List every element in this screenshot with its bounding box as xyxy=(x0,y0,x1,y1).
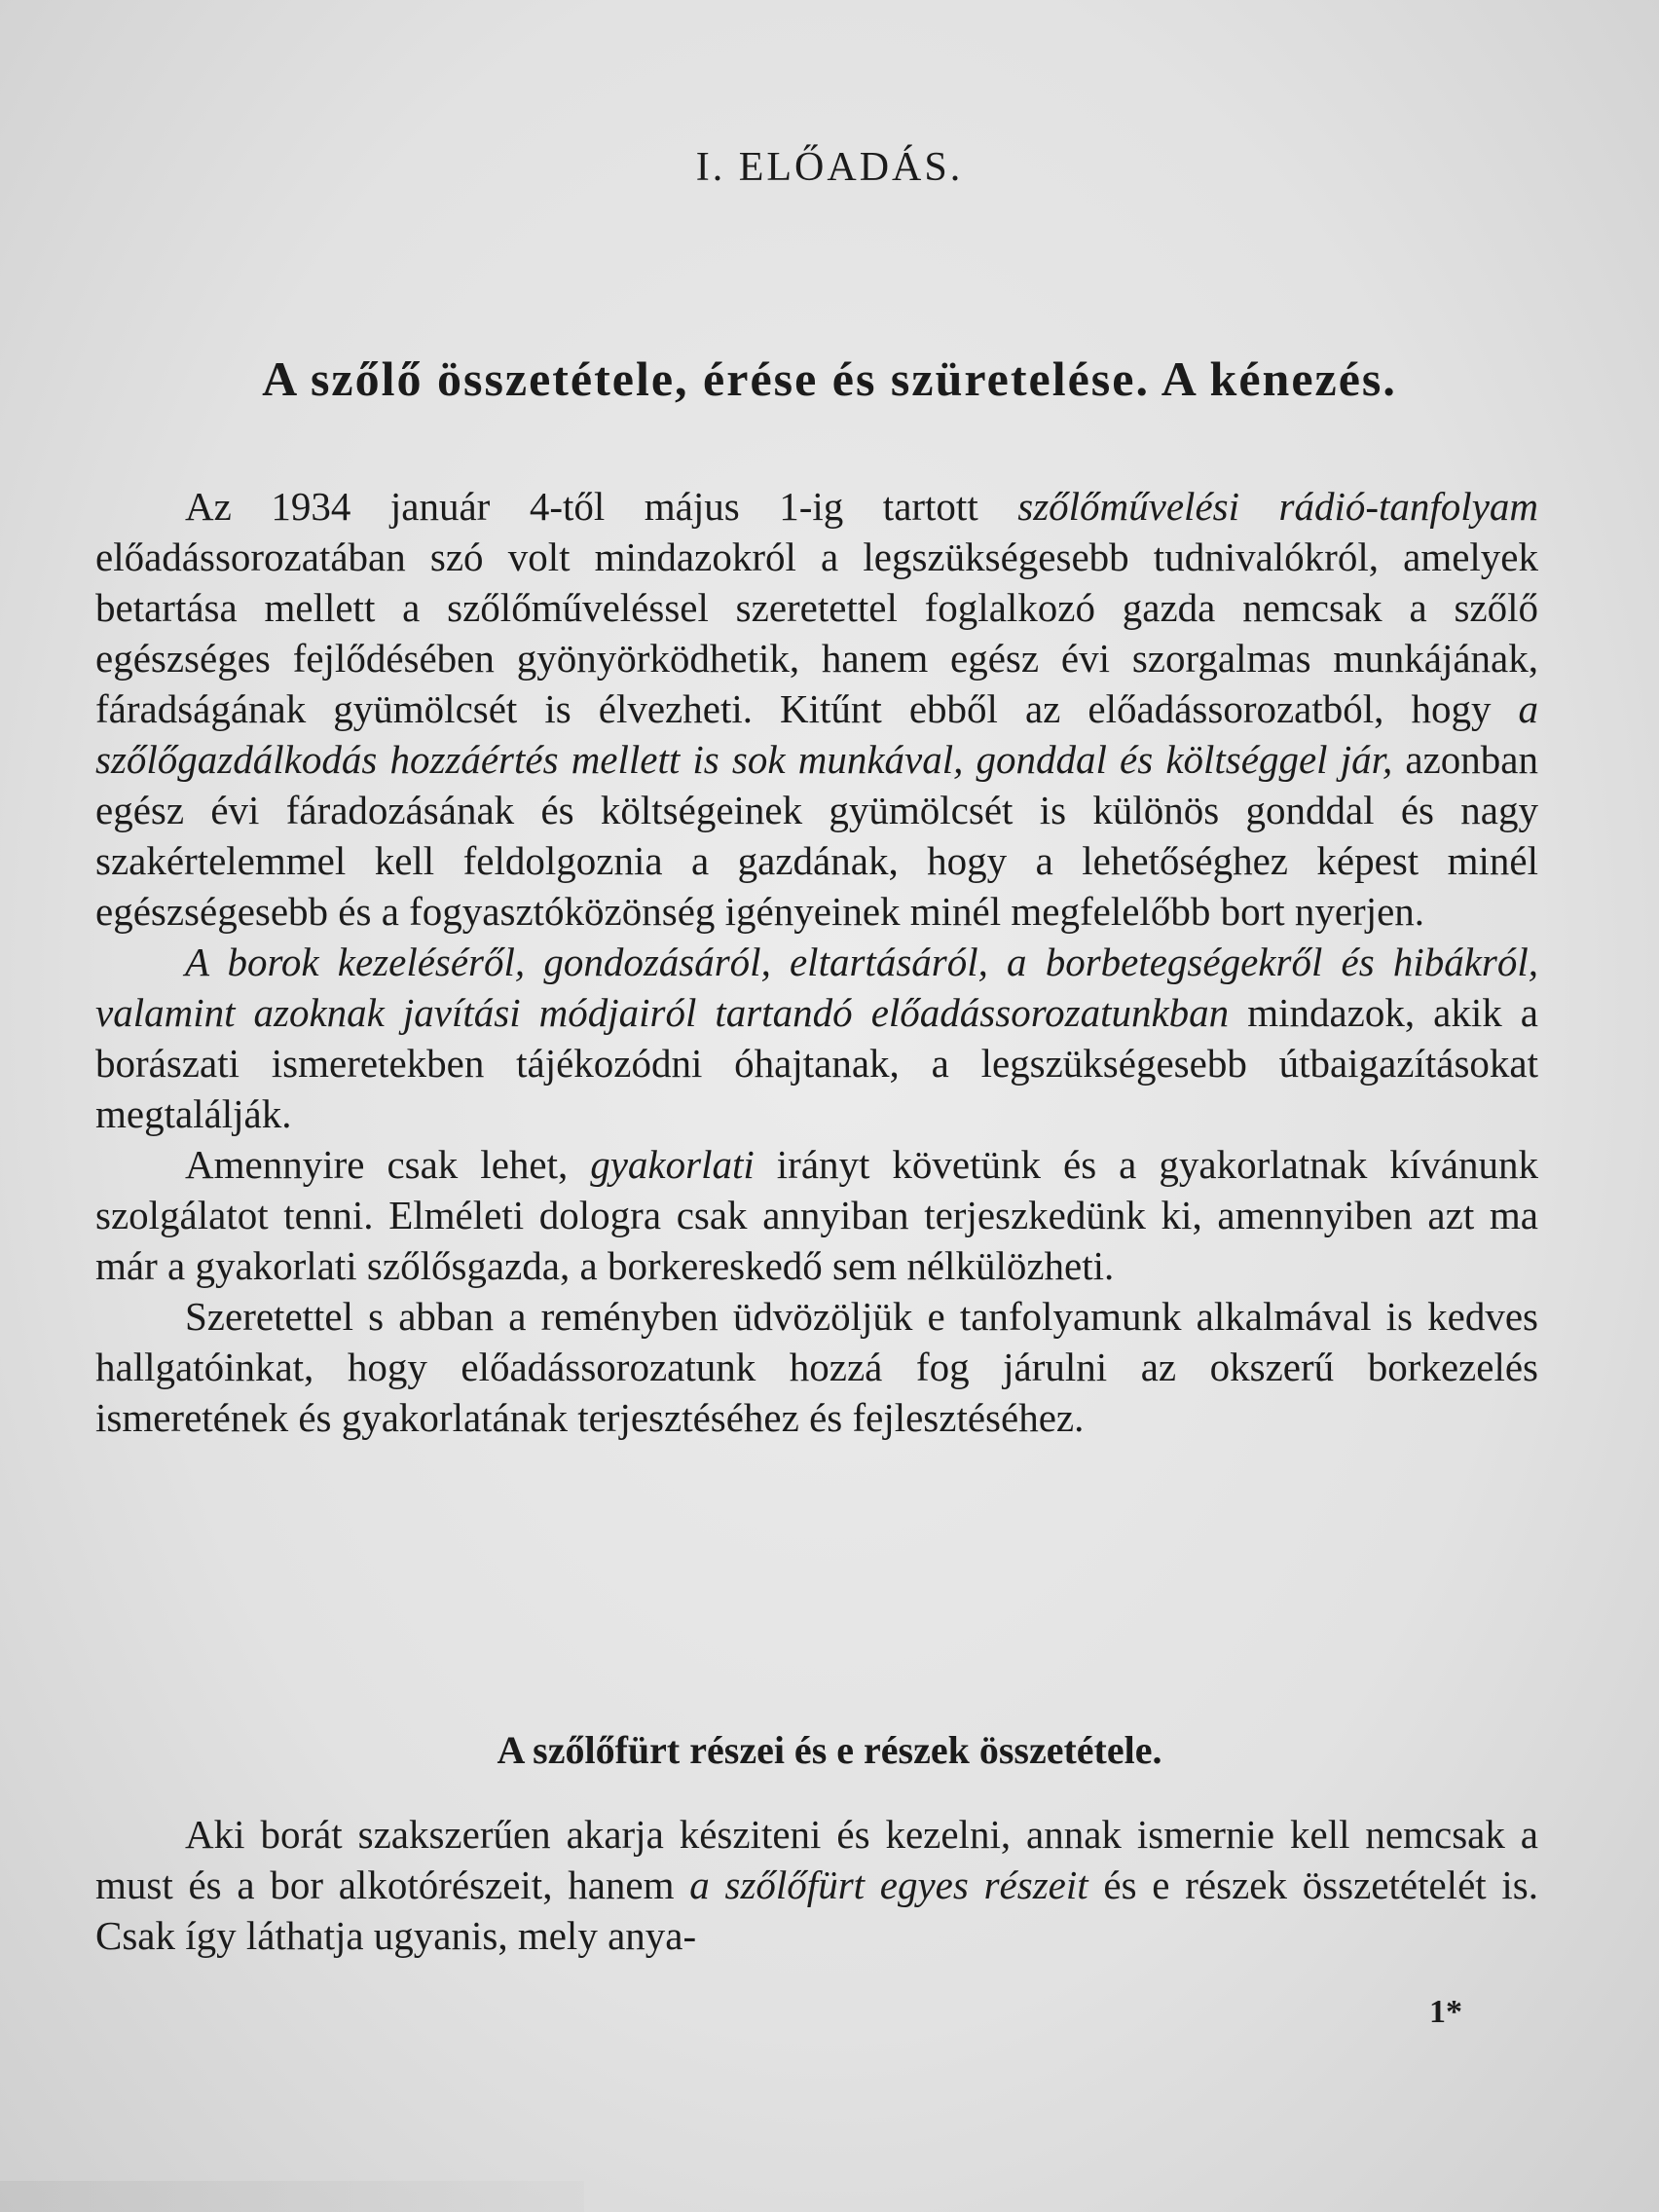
paragraph-1 xyxy=(95,481,1538,937)
paragraph-2-text-b: mindazok, akik a borászati ismeretekben tájékozódni óhajtanak, a legszükségesebb útbaigazításokat megtalálják. xyxy=(95,990,1538,1136)
paragraph-5-text-a: Aki borát szakszerűen akarja késziteni és kezelni, annak ismernie kell nemcsak a must és a bor alkotórészeit, hanem xyxy=(95,1812,1538,1907)
watermark-strip xyxy=(0,2181,584,2212)
main-title: A szőlő összetétele, érése és szüretelése. A kénezés. xyxy=(262,351,1397,406)
paragraph-1-text-a: Az 1934 január 4-től május 1-ig tartott xyxy=(185,484,1018,529)
paragraph-1-italic-course-name: szőlőművelési rádió-tanfolyam xyxy=(1017,484,1538,529)
paragraph-5 xyxy=(95,1809,1538,1961)
paragraph-2 xyxy=(95,937,1538,1139)
paragraph-3-text-c: irányt követünk és a gyakorlatnak kívánunk szolgálatot tenni. Elméleti dologra csak annyiban terjeszkedünk ki, amennyiben azt ma már a gyakorlati szőlősgazda, a borkereskedő sem nélkülözheti. xyxy=(95,1142,1538,1288)
paragraph-4 xyxy=(95,1291,1538,1443)
paragraph-3-italic-practical: gyakorlati xyxy=(590,1142,755,1187)
paragraph-5-text-c: és e részek összetételét is. Csak így láthatja ugyanis, mely anya- xyxy=(95,1862,1538,1958)
paragraph-2-italic-topic: A borok kezeléséről, gondozásáról, eltartásáról, a borbetegségekről és hibákról, valamint azoknak javítási módjairól tartandó előadássorozatunkban xyxy=(95,940,1538,1035)
paragraph-3 xyxy=(95,1139,1538,1291)
paragraph-5-italic-grape-parts: a szőlőfürt egyes részeit xyxy=(689,1862,1088,1907)
paragraph-3-text-a: Amennyire csak lehet, xyxy=(185,1142,591,1187)
section-title: A szőlőfürt részei és e részek összetétele. xyxy=(497,1728,1162,1772)
section-text-block xyxy=(95,1809,1538,1961)
page-number: 1* xyxy=(1429,1994,1462,2030)
paragraph-1-text-c: előadássorozatában szó volt mindazokról a legszükségesebb tudnivalókról, amelyek betartása mellett a szőlőműveléssel szeretettel foglalkozó gazda nemcsak a szőlő egészséges fejlődésében gyönyörködhetik, hanem egész évi szorgalmas munkájának, fáradságának gyümölcsét is élvezheti. Kitűnt ebből az előadássorozatból, hogy xyxy=(95,535,1538,731)
paragraph-1-text-e: azonban egész évi fáradozásának és költségeinek gyümölcsét is különös gonddal és nagy szakértelemmel kell feldolgoznia a gazdának, hogy a lehetőséghez képest minél egészségesebb és a fogyasztóközönség igényeinek minél megfelelőbb bort nyerjen. xyxy=(95,737,1539,934)
paragraph-1-italic-emphasis: a szőlőgazdálkodás hozzáértés mellett is sok munkával, gonddal és költséggel jár, xyxy=(95,686,1538,782)
lecture-title: I. ELŐADÁS. xyxy=(695,145,964,190)
intro-text-block xyxy=(95,481,1538,1443)
paragraph-4-text: Szeretettel s abban a reményben üdvözöljük e tanfolyamunk alkalmával is kedves hallgatóinkat, hogy előadássorozatunk hozzá fog járulni az okszerű borkezelés ismeretének és gyakorlatának terjesztéséhez és fejlesztéséhez. xyxy=(95,1294,1538,1440)
